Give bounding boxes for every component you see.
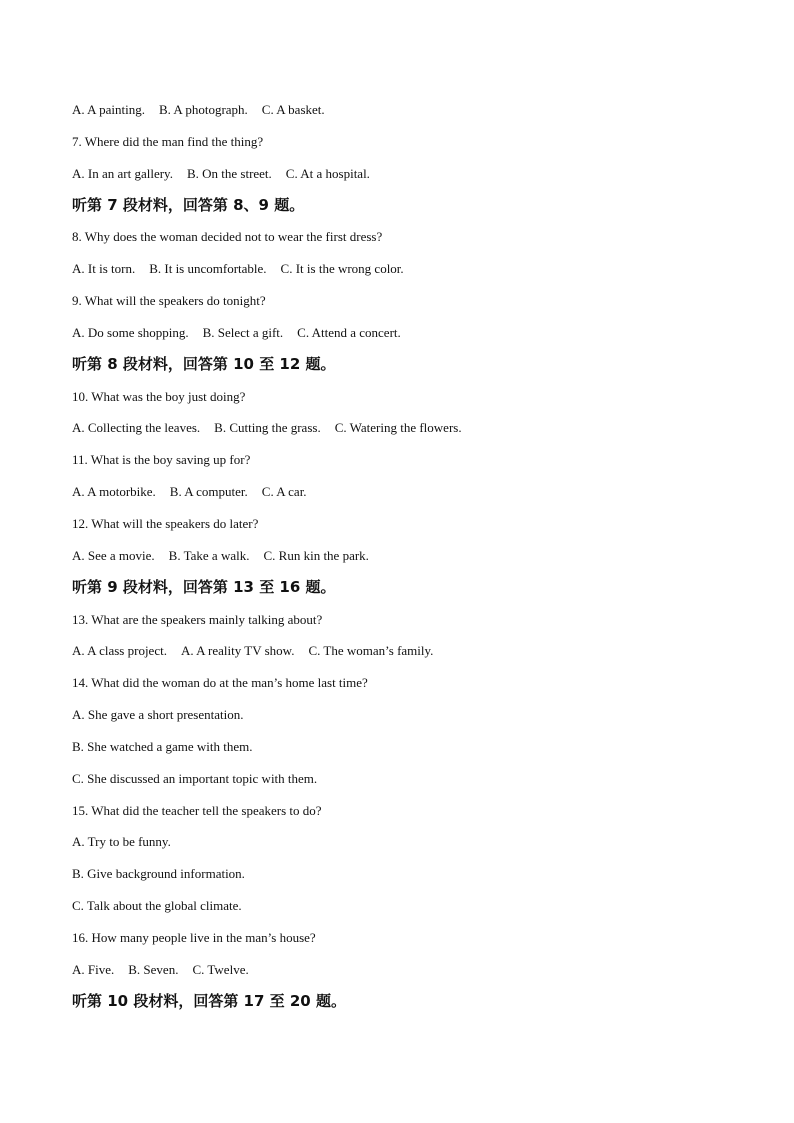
answer-options-row — [72, 158, 732, 190]
document-page — [72, 94, 732, 1017]
answer-option: A. Do some shopping. — [72, 324, 189, 340]
answer-option: B. Seven. — [128, 961, 179, 977]
answer-option: B. Cutting the grass. — [214, 420, 321, 436]
section-heading: 听第 9 段材料，回答第 13 至 16 题。 — [72, 577, 336, 596]
question-text: 8. Why does the woman decided not to wear the first dress? — [72, 229, 383, 245]
section-heading: 听第 8 段材料，回答第 10 至 12 题。 — [72, 354, 336, 373]
question-text: 16. How many people live in the man’s house? — [72, 929, 316, 945]
answer-option: A. She gave a short presentation. — [72, 707, 244, 723]
section-heading: 听第 7 段材料，回答第 8、9 题。 — [72, 195, 305, 214]
answer-option: A. In an art gallery. — [72, 165, 173, 181]
answer-option: C. At a hospital. — [285, 165, 370, 181]
answer-option: C. It is the wrong color. — [280, 261, 404, 277]
answer-option: C. Twelve. — [192, 961, 249, 977]
document-content — [72, 94, 732, 1017]
question-text: 11. What is the boy saving up for? — [72, 452, 251, 468]
answer-option: C. A basket. — [261, 102, 325, 117]
answer-option: A. A class project. — [72, 643, 167, 659]
answer-option: C. Talk about the global climate. — [72, 898, 242, 914]
question-text: 14. What did the woman do at the man’s home last time? — [72, 675, 368, 691]
answer-option: B. Select a gift. — [202, 324, 284, 340]
answer-options-row — [72, 540, 732, 572]
answer-options-row — [72, 253, 732, 285]
answer-option: C. Attend a concert. — [297, 324, 401, 340]
question-text: 15. What did the teacher tell the speakers to do? — [72, 802, 322, 818]
answer-option: B. A computer. — [169, 484, 248, 500]
answer-option: C. Run kin the park. — [263, 547, 369, 563]
question-text: 12. What will the speakers do later? — [72, 515, 259, 531]
answer-option: B. Take a walk. — [168, 547, 250, 563]
answer-option: A. A reality TV show. — [180, 643, 295, 659]
question-text: 9. What will the speakers do tonight? — [72, 293, 266, 309]
answer-option: B. On the street. — [186, 165, 272, 181]
answer-options-row — [72, 412, 732, 444]
answer-option: A. See a movie. — [72, 547, 155, 563]
question-text: 10. What was the boy just doing? — [72, 388, 246, 404]
answer-option: C. She discussed an important topic with them. — [72, 770, 318, 786]
answer-option: A. A painting. — [72, 102, 145, 117]
answer-option: B. She watched a game with them. — [72, 738, 253, 754]
answer-option: C. Watering the flowers. — [334, 420, 462, 436]
answer-option: B. A photograph. — [158, 102, 248, 117]
answer-option: A. It is torn. — [72, 261, 136, 277]
answer-option: A. A motorbike. — [72, 484, 156, 500]
answer-options-row — [72, 635, 732, 667]
answer-options-row — [72, 476, 732, 508]
question-text: 13. What are the speakers mainly talking about? — [72, 611, 323, 627]
answer-option: A. Five. — [72, 961, 115, 977]
answer-options-row — [72, 94, 732, 126]
answer-option: B. Give background information. — [72, 866, 245, 882]
answer-options-row — [72, 317, 732, 349]
question-text: 7. Where did the man find the thing? — [72, 133, 264, 149]
answer-option: A. Collecting the leaves. — [72, 420, 201, 436]
answer-options-row — [72, 954, 732, 986]
answer-option: B. It is uncomfortable. — [149, 261, 267, 277]
answer-option: C. A car. — [261, 484, 307, 500]
section-heading: 听第 10 段材料，回答第 17 至 20 题。 — [72, 991, 346, 1010]
answer-option: A. Try to be funny. — [72, 834, 171, 850]
answer-option: C. The woman’s family. — [308, 643, 434, 659]
